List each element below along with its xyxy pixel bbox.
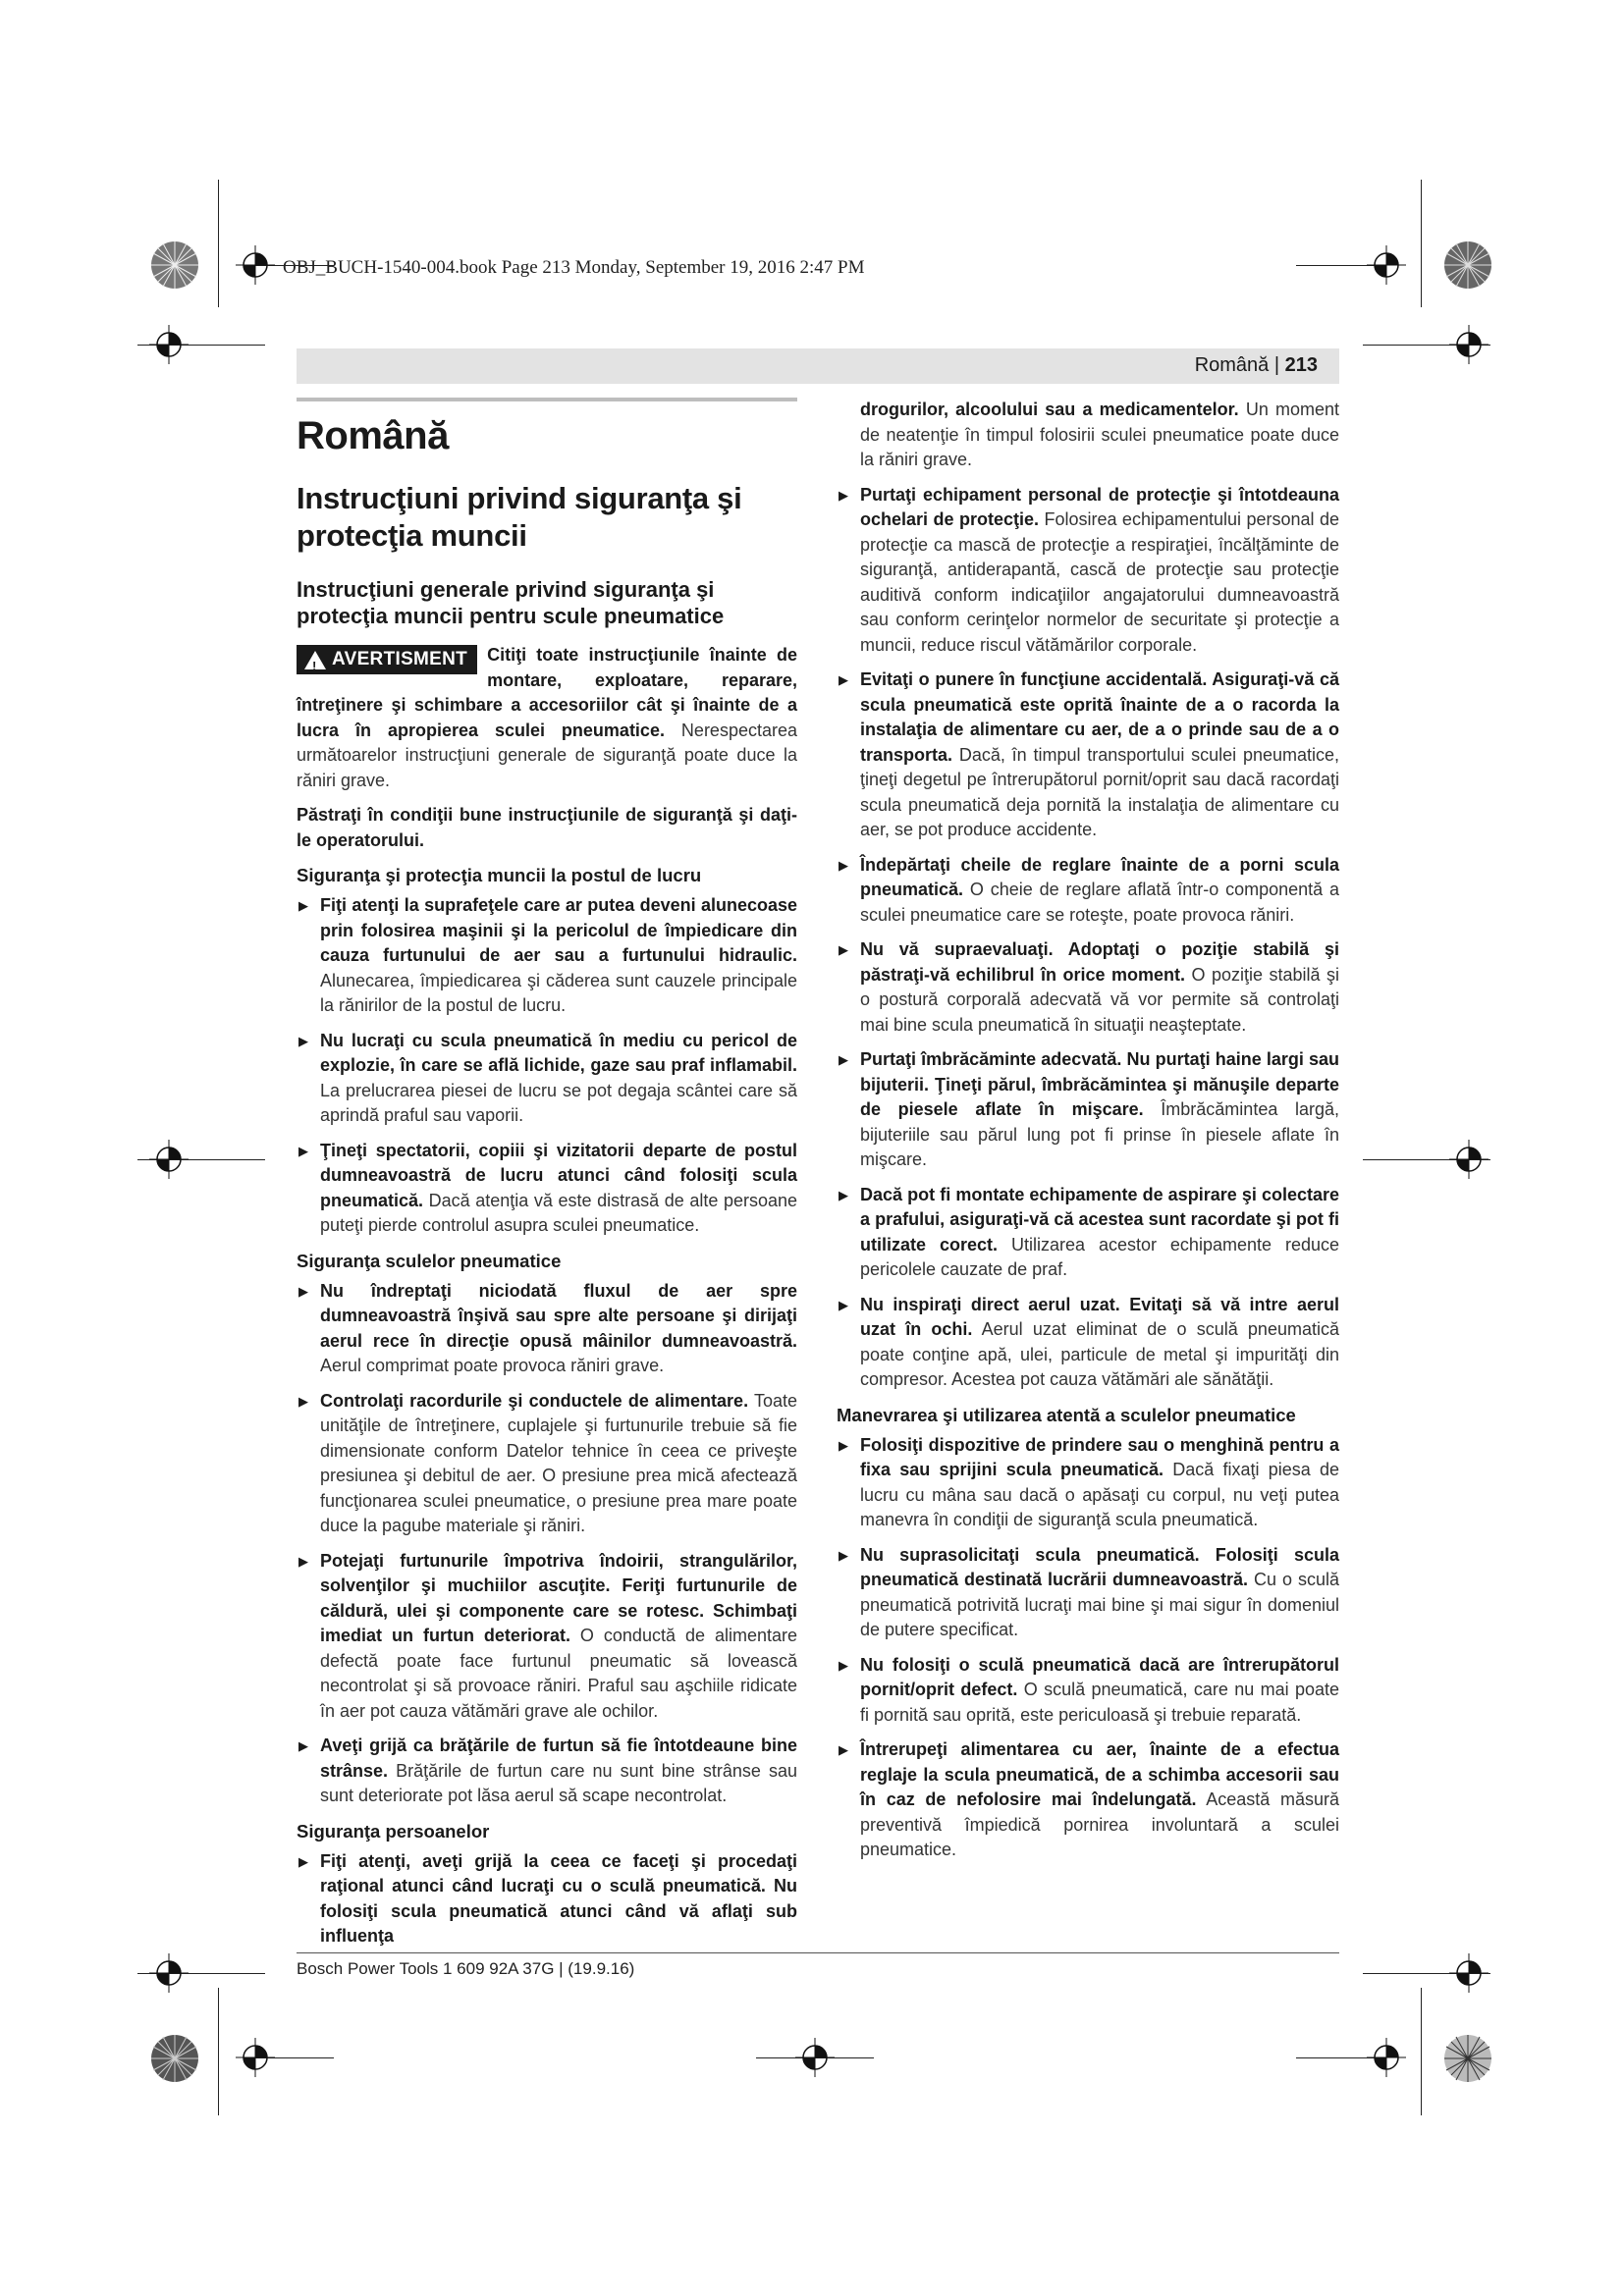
subsection-heading: Instrucţiuni generale privind siguranţa şi protecţia muncii pentru scule pneumatice [297, 577, 725, 628]
list-item [837, 483, 1339, 659]
header-section: Română [1194, 354, 1270, 376]
crop-line [218, 180, 219, 307]
crop-line [1296, 2057, 1375, 2058]
section-heading: Instrucţiuni privind siguranţa şi protecţia muncii [297, 481, 742, 553]
item-bold: Folosiţi dispozitive de prindere sau o menghină pentru a fixa sau sprijini scula pneumatică. [860, 1434, 1339, 1479]
warning-normal-text: Nerespectarea următoarelor instrucţiuni generale de siguranţă poate duce la răniri grave. [297, 720, 797, 790]
registration-target-icon [149, 1953, 189, 1993]
item-bold: Evitaţi o punere în funcţiune accidentală. Asiguraţi-vă că scula pneumatică este oprită înainte de a o racorda la instalaţia de alimentare cu aer, de a o prinde sau de a o transporta. [860, 669, 1339, 765]
item-bold: Nu folosiţi o sculă pneumatică dacă are întrerupătorul pornit/oprit defect. [860, 1654, 1339, 1699]
right-column [837, 398, 1339, 1873]
page-number: 213 [1284, 354, 1318, 376]
continuation-paragraph [837, 398, 1339, 473]
left-column [297, 398, 797, 1959]
list-item [837, 1653, 1339, 1729]
list-item [837, 1433, 1339, 1533]
bullet-list [297, 1849, 797, 1949]
item-bold: Purtaţi îmbrăcăminte adecvată. Nu purtaţi haine largi sau bijuterii. Ţineţi părul, îmbrăcămintea şi mănuşile departe de piesele aflate în mişcare. [860, 1049, 1339, 1119]
footer-rule [297, 1952, 1339, 1953]
category-heading: Siguranţa sculelor pneumatice [297, 1250, 562, 1271]
item-bold: Întrerupeţi alimentarea cu aer, înainte de a efectua reglaje la scula pneumatică, de a schimba accesorii sau în caz de nefolosire mai îndelungată. [860, 1739, 1339, 1809]
item-bold: Nu suprasolicitaţi scula pneumatică. Folosiţi scula pneumatică destinată lucrării dumneavoastră. [860, 1544, 1339, 1589]
color-wheel-icon [150, 2034, 199, 2083]
item-normal: Folosirea echipamentului personal de protecţie ca mască de protecţie a respiraţiei, încălţăminte de siguranţă, antiderapantă, cască de protecţie sau protecţie auditivă conform indicaţiilor angajatorului dumneavoastră sau conform cerinţelor normelor de securitate şi protecţie a muncii, reduce riscul vătămărilor corporale. [860, 509, 1339, 655]
list-item [837, 1737, 1339, 1863]
registration-target-icon [1449, 1140, 1489, 1179]
category-heading: Manevrarea şi utilizarea atentă a sculelor pneumatice [837, 1404, 1296, 1425]
item-bold: Fiţi atenţi la suprafeţele care ar putea deveni alunecoase prin folosirea maşinii şi la pericolul de împiedicare din cauza furtunului de aer sau a furtunului hidraulic. [320, 895, 797, 965]
list-item [297, 1279, 797, 1379]
footer-text: Bosch Power Tools 1 609 92A 37G | (19.9.16) [297, 1959, 635, 1978]
list-item [297, 1849, 797, 1949]
registration-target-icon [1449, 1953, 1489, 1993]
list-item [837, 937, 1339, 1038]
item-normal: Dacă atenţia vă este distrasă de alte persoane puteţi pierde controlul asupra sculei pneumatice. [320, 1190, 797, 1235]
item-normal: Brăţările de furtun care nu sunt bine strânse sau sunt deteriorate pot lăsa aerul să scape necontrolat. [320, 1760, 797, 1805]
item-normal: Aerul comprimat poate provoca răniri grave. [320, 1356, 665, 1375]
list-item [837, 1047, 1339, 1173]
registration-target-icon [149, 1140, 189, 1179]
item-bold: Nu lucraţi cu scula pneumatică în mediu cu pericol de explozie, în care se află lichide, gaze sau praf inflamabil. [320, 1030, 797, 1075]
list-item [837, 667, 1339, 843]
warning-badge-label: AVERTISMENT [332, 649, 468, 670]
bullet-list [297, 893, 797, 1239]
item-bold: Dacă pot fi montate echipamente de aspirare şi colectare a prafului, asiguraţi-vă că acestea sunt racordate şi pot fi utilizate corect. [860, 1184, 1339, 1255]
header-bar [297, 348, 1339, 384]
item-bold: Potejaţi furtunurile împotriva îndoirii, strangulărilor, solvenţilor şi muchiilor ascuţite. Feriţi furtunurile de căldură, ulei şi componente care se rotesc. Schimbaţi imediat un furtun deteriorat. [320, 1550, 797, 1645]
registration-target-icon [1367, 2038, 1406, 2077]
registration-target-icon [1367, 245, 1406, 285]
category-heading: Siguranţa şi protecţia muncii la postul de lucru [297, 865, 702, 885]
color-wheel-icon [1443, 2034, 1492, 2083]
item-bold: Controlaţi racordurile şi conductele de alimentare. [320, 1390, 749, 1411]
item-normal: La prelucrarea piesei de lucru se pot degaja scântei care să aprindă praful sau vaporii. [320, 1080, 797, 1125]
warning-badge [297, 645, 477, 674]
item-normal: Utilizarea acestor echipamente reduce pericolele cauzate de praf. [860, 1234, 1339, 1279]
list-item [297, 1389, 797, 1539]
item-normal: O sculă pneumatică, care nu mai poate fi pornită sau oprită, este periculoasă şi trebuie reparată. [860, 1680, 1339, 1725]
warning-bold-text: Citiţi toate instrucţiunile înainte de montare, exploatare, reparare, întreţinere şi schimbare a accesoriilor cât şi înainte de a lucra în apropierea sculei pneumatice. [297, 645, 797, 740]
item-bold: Nu îndreptaţi niciodată fluxul de aer spre dumneavoastră înşivă sau spre alte persoane şi dirijaţi aerul rece în direcţie opusă mâinilor dumneavoastră. [320, 1280, 797, 1351]
color-wheel-icon [150, 240, 199, 290]
bullet-list [837, 1433, 1339, 1863]
column-top-rule [297, 398, 797, 401]
registration-target-icon [1449, 325, 1489, 364]
keep-instructions-note: Păstraţi în condiţii bune instrucţiunile de siguranţă şi daţi-le operatorului. [297, 805, 797, 850]
print-book-info: OBJ_BUCH-1540-004.book Page 213 Monday, September 19, 2016 2:47 PM [283, 257, 865, 278]
list-item [837, 853, 1339, 929]
item-normal: O cheie de reglare aflată într-o componentă a sculei pneumatice care se roteşte, poate provoca răniri. [860, 880, 1339, 925]
running-header [1195, 354, 1318, 377]
item-bold: drogurilor, alcoolului sau a medicamentelor. [860, 400, 1239, 419]
item-normal: Această măsură preventivă împiedică pornirea involuntară a sculei pneumatice. [860, 1789, 1339, 1859]
crop-line [1421, 180, 1422, 307]
item-bold: Aveţi grijă ca brăţările de furtun să fie întotdeaune bine strânse. [320, 1735, 797, 1781]
list-item [837, 1543, 1339, 1643]
item-bold: Nu vă supraevaluaţi. Adoptaţi o poziţie stabilă şi păstraţi-vă echilibrul în orice moment. [860, 939, 1339, 985]
item-normal: Aerul uzat eliminat de o sculă pneumatică poate conţine apă, ulei, particule de metal şi impurităţi din compresor. Acestea pot cauza vătămări ale sănătăţii. [860, 1319, 1339, 1389]
registration-target-icon [149, 325, 189, 364]
header-separator: | [1269, 354, 1285, 376]
item-bold: Ţineţi spectatorii, copiii şi vizitatorii departe de postul dumneavoastră de lucru atunci când folosiţi scula pneumatică. [320, 1140, 797, 1210]
item-bold: Îndepărtaţi cheile de reglare înainte de a porni scula pneumatică. [860, 854, 1339, 899]
item-normal: O conductă de alimentare defectă poate face furtunul pneumatic să lovească necontrolat şi să provoace răniri. Praful sau aşchiile ridicate în aer pot cauza vătămări grave ale ochilor. [320, 1626, 797, 1721]
list-item [297, 1139, 797, 1239]
item-normal: Dacă, în timpul transportului sculei pneumatice, ţineţi degetul pe întrerupătorul pornit/oprit sau dacă racordaţi scula pneumatică deja pornită la instalaţia de alimentare cu aer, se pot produce accidente. [860, 744, 1339, 839]
crop-line [1296, 265, 1375, 266]
item-normal: Alunecarea, împiedicarea şi căderea sunt cauzele principale la rănirilor de la postul de lucru. [320, 970, 797, 1015]
list-item [297, 1734, 797, 1809]
registration-target-icon [236, 245, 275, 285]
item-bold: Fiţi atenţi, aveţi grijă la ceea ce faceţi şi procedaţi raţional atunci când lucraţi cu o sculă pneumatică. Nu folosiţi scula pneumatică atunci când vă aflaţi sub influenţa [320, 1850, 797, 1946]
item-normal: O poziţie stabilă şi o postură corporală adecvată vă vor permite să controlaţi mai bine scula pneumatică în situaţii neaşteptate. [860, 964, 1339, 1035]
list-item [297, 1029, 797, 1129]
item-normal: Îmbrăcămintea largă, bijuteriile sau părul lung pot fi prinse în piesele aflate în mişcare. [860, 1099, 1339, 1169]
color-wheel-icon [1443, 240, 1492, 290]
item-bold: Purtaţi echipament personal de protecţie şi întotdeauna ochelari de protecţie. [860, 484, 1339, 529]
registration-target-icon [236, 2038, 275, 2077]
warning-triangle-icon [304, 651, 326, 669]
list-item [837, 1293, 1339, 1393]
item-bold: Nu inspiraţi direct aerul uzat. Evitaţi să vă intre aerul uzat în ochi. [860, 1294, 1339, 1339]
list-item [837, 1183, 1339, 1283]
list-item [297, 1549, 797, 1725]
item-normal: Toate unităţile de întreţinere, cuplajele şi furtunurile trebuie să fie dimensionate conform Datelor tehnice în ceea ce priveşte presiunea şi debitul de aer. O presiune prea mică afectează funcţionarea sculei pneumatice, o presiune prea mare poate duce la pagube materiale şi răniri. [320, 1390, 797, 1535]
item-normal: Dacă fixaţi piesa de lucru cu mâna sau dacă o apăsaţi cu corpul, nu veţi putea manevra în condiţii de siguranţă scula pneumatică. [860, 1460, 1340, 1529]
item-normal: Cu o sculă pneumatică potrivită lucraţi mai bine şi mai sigur în domeniul de putere specificat. [860, 1570, 1339, 1639]
list-item [297, 893, 797, 1019]
language-title: Română [297, 414, 449, 457]
bullet-list [297, 1279, 797, 1809]
bullet-list [837, 483, 1339, 1393]
registration-target-icon [795, 2038, 835, 2077]
crop-line [1421, 1988, 1422, 2115]
item-normal: Un moment de neatenţie în timpul folosirii sculei pneumatice poate duce la răniri grave. [860, 400, 1339, 469]
crop-line [218, 1988, 219, 2115]
warning-paragraph [297, 643, 797, 793]
category-heading: Siguranţa persoanelor [297, 1820, 490, 1842]
